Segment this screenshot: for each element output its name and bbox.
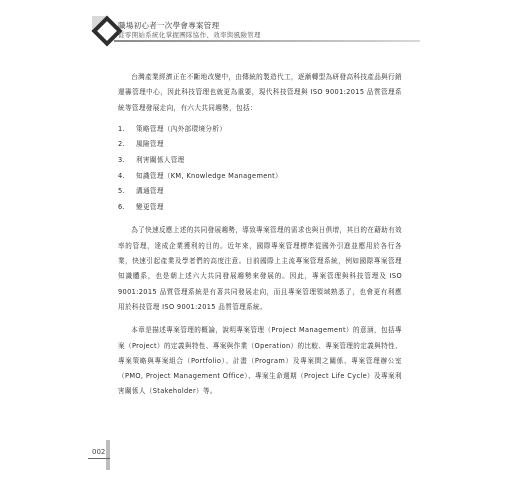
list-item-text: 變更管理 — [136, 202, 164, 211]
list-item — [118, 137, 402, 153]
paragraph-gap — [118, 315, 402, 323]
list-item-number: 4. — [118, 171, 125, 180]
list-item-text: 風險管理 — [136, 140, 164, 149]
list-item-text: 知識管理（KM, Knowledge Management） — [136, 171, 283, 180]
page-header — [0, 0, 520, 44]
list-item — [118, 200, 402, 216]
list-item-number: 6. — [118, 202, 125, 211]
body-content — [118, 70, 402, 400]
list-item — [118, 184, 402, 200]
book-subtitle: 從零開始系統化掌握團隊協作、效率與風險管理 — [118, 31, 261, 39]
footer-bar-decoration — [106, 440, 110, 470]
book-title: 職場初心者一次學會專案管理 — [118, 21, 220, 30]
list-item-number: 2. — [118, 140, 125, 149]
intro-paragraph: 台灣產業經濟正在不斷地改變中，由傳統的製造代工，逐漸轉型為研發高科技產品與行銷運籌管理中心，因此科技管理也就更為重要，現代科技管理與 ISO 9001:2015 品質管理系統等管理發展走向，有六大共同趨勢，包括： — [118, 73, 402, 112]
list-item-text: 溝通管理 — [136, 187, 164, 196]
list-item-number: 1. — [118, 124, 125, 133]
list-item-number: 3. — [118, 156, 125, 165]
chapter-overview-paragraph: 本章是描述專案管理的概論，說明專案管理（Project Management）的意涵，包括專案（Project）的定義與特性、專案與作業（Operation）的比較、專案管理的定義與特性、專案策略與專案組合（Portfolio）、計畫（Program）及專案間之關係、專案管理辦公室（PMO, Project Management Office）、專案生命週期（Project Life Cycle）及專案利害關係人（Stakeholder）等。 — [118, 326, 402, 396]
header-rule — [114, 40, 420, 42]
list-item-text: 策略管理（內外部環境分析） — [136, 124, 227, 133]
list-item — [118, 153, 402, 169]
list-item — [118, 122, 402, 138]
footer-rule — [88, 458, 110, 459]
list-item — [118, 169, 402, 185]
page-number: 002 — [92, 448, 106, 456]
trend-response-paragraph: 為了快速反應上述的共同發展趨勢，導致專案管理的需求也與日俱增，其目的在藉助有效率的管理，達成企業獲利的目的。近年來，國際專案管理標準從國外引進並應用於各行各業，快速引起產業及學者們的高度注意。目前國際上主流專案管理系統，例如國際專案管理知識體系，也是朝上述六大共同發展趨勢來發展的。因此，專案管理與科技管理及 ISO 9001:2015 品質管理系統是有著共同發展走向，而且專案管理領域熟悉了，也會更有利應用於科技管理 ISO 9001:2015 品質管理系統。 — [118, 226, 402, 311]
list-item-text: 利害關係人管理 — [136, 156, 185, 165]
trend-list — [118, 122, 402, 216]
list-item-number: 5. — [118, 187, 125, 196]
